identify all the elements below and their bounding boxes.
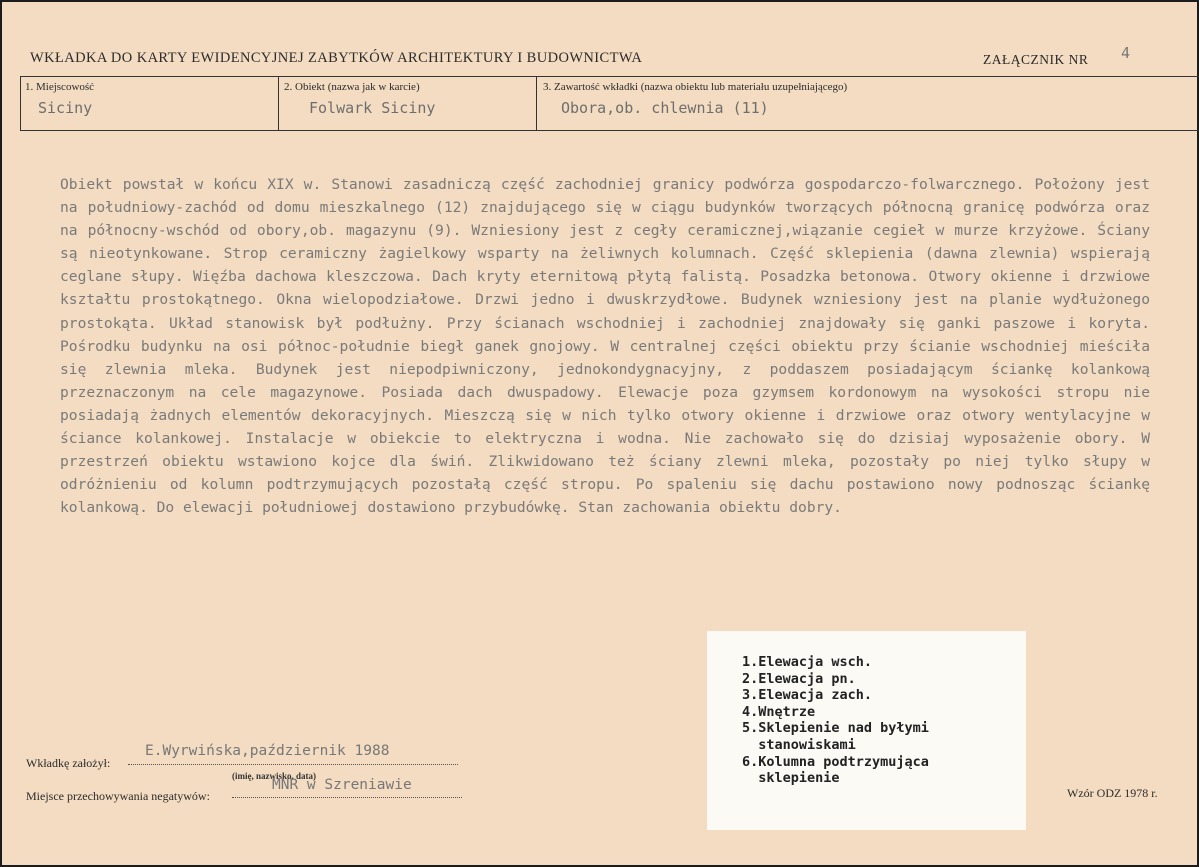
- annex-number: 4: [1121, 44, 1131, 62]
- contents-label: 3. Zawartość wkładki (nazwa obiektu lub materiału uzupełniającego): [543, 81, 848, 93]
- negatives-value: MNR w Szreniawie: [272, 777, 412, 793]
- photo-list-item: 4.Wnętrze: [742, 703, 816, 720]
- photo-list-item: sklepienie: [742, 770, 840, 787]
- field-divider-left: [20, 76, 21, 130]
- photo-list-item: 5.Sklepienie nad byłymi: [742, 720, 929, 737]
- negatives-line: [232, 797, 462, 798]
- annex-label: ZAŁĄCZNIK NR: [983, 52, 1089, 67]
- created-by-value: E.Wyrwińska,październik 1988: [145, 743, 390, 759]
- form-code: Wzór ODZ 1978 r.: [1067, 786, 1158, 800]
- photo-list-item: 1.Elewacja wsch.: [742, 654, 873, 670]
- created-by-line: [128, 764, 458, 765]
- photo-list: [742, 654, 929, 787]
- created-by-caption: (imię, nazwisko, data): [232, 771, 316, 781]
- locality-value: Siciny: [38, 99, 93, 117]
- locality-label: 1. Miejscowość: [25, 81, 95, 93]
- field-divider-1: [278, 76, 279, 130]
- field-divider-2: [536, 76, 537, 130]
- photo-list-item: 3.Elewacja zach.: [742, 687, 873, 704]
- photo-list-item: 2.Elewacja pn.: [742, 670, 856, 687]
- card-title: WKŁADKA DO KARTY EWIDENCYJNEJ ZABYTKÓW ARCHITEKTURY I BUDOWNICTWA: [30, 50, 643, 66]
- created-by-label: Wkładkę założył:: [26, 756, 111, 770]
- object-value: Folwark Siciny: [309, 99, 436, 117]
- contents-value: Obora,ob. chlewnia (11): [561, 99, 769, 117]
- object-description: Obiekt powstał w końcu XIX w. Stanowi zasadniczą część zachodniej granicy podwórza gospodarczo-folwarcznego. Położony jest na południowy-zachód od domu mieszkalnego (12) znajdującego się w ciągu budynków tworzących północną granicę podwórza oraz na północny-wschód od obory,ob. magazynu (9). Wzniesiony jest z cegły ceramicznej,wiązanie cegieł w murze krzyżowe. Ściany są nieotynkowane. Strop ceramiczny żagielkowy wsparty na żeliwnych kolumnach. Część sklepienia (dawna zlewnia) wspierają ceglane słupy. Więźba dachowa kleszczowa. Dach kryty eternitową płytą falistą. Posadzka betonowa. Otwory okienne i drzwiowe kształtu prostokątnego. Okna wielopodziałowe. Drzwi jedno i dwuskrzydłowe. Budynek wzniesiony jest na planie wydłużonego prostokąta. Układ stanowisk był podłużny. Przy ścianach wschodniej i zachodniej znajdowały się ganki paszowe i koryta. Pośrodku budynku na osi północ-południe biegł ganek gnojowy. W centralnej części obiektu przy ścianie wschodniej mieściła się zlewnia mleka. Budynek jest niepodpiwniczony, jednokondygnacyjny, z poddaszem posiadającym ściankę kolankową przeznaczonym na cele magazynowe. Posiada dach dwuspadowy. Elewacje poza gzymsem kordonowym na wysokości stropu nie posiadają żadnych elementów dekoracyjnych. Mieszczą się w nich tylko otwory okienne i drzwiowe oraz otwory wentylacyjne w ściance kolankowej. Instalacje w obiekcie to elektryczna i wodna. Nie zachowało się do dzisiaj wyposażenie obory. W przestrzeń obiektu wstawiono kojce dla świń. Zlikwidowano też ściany zlewni mleka, pozostały po niej tylko słupy w odróżnieniu od kolumn podtrzymujących pozostałą część stropu. Po spaleniu się dachu postawiono nowy podnosząc ściankę kolankową. Do elewacji południowej dostawiono przybudówkę. Stan zachowania obiektu dobry.: [60, 176, 1150, 517]
- photo-list-item: stanowiskami: [742, 736, 856, 753]
- negatives-label: Miejsce przechowywania negatywów:: [26, 789, 210, 803]
- header-rule-top: [20, 76, 1199, 77]
- header-rule-bottom: [20, 130, 1199, 131]
- photo-list-item: 6.Kolumna podtrzymująca: [742, 753, 929, 770]
- object-label: 2. Obiekt (nazwa jak w karcie): [284, 81, 420, 93]
